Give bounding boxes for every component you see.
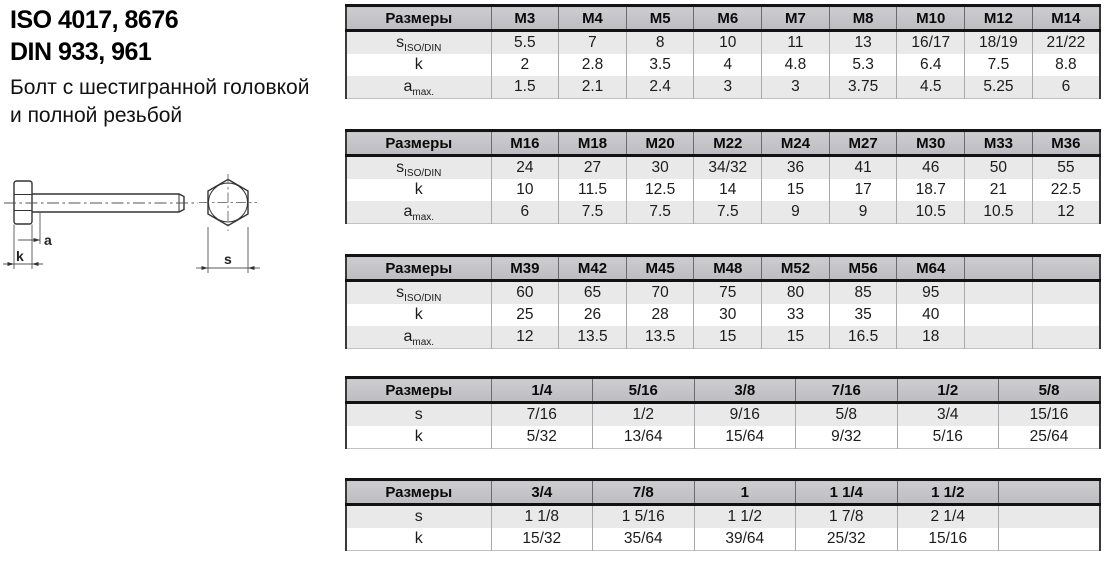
col-header-M64: M64 [897,256,965,281]
bolt-technical-drawing [0,165,280,345]
dim-label-k: k [16,248,24,264]
data-row-s [346,505,1100,529]
spec-cell [1032,304,1100,326]
spec-cell: 27 [559,156,627,180]
spec-cell: 1 1/2 [694,505,796,529]
header-row [346,6,1100,31]
table-header-label: Размеры [346,378,491,403]
col-header-1-4: 1/4 [491,378,593,403]
spec-cell: 1 5/16 [593,505,695,529]
data-row-k [346,179,1100,201]
bolt-side-view [14,181,184,224]
col-header-5-8: 5/8 [999,378,1101,403]
spec-cell: 6 [1032,76,1100,99]
table-header-label: Размеры [346,6,491,31]
col-header-M8: M8 [829,6,897,31]
spec-table-metric-m3-m14 [345,4,1101,99]
spec-cell: 11.5 [559,179,627,201]
spec-cell: 3.75 [829,76,897,99]
col-header-empty [999,480,1101,505]
spec-cell: 3.5 [626,54,694,76]
spec-cell [965,304,1033,326]
bolt-head-side [14,181,32,224]
spec-cell: 9 [829,201,897,224]
spec-table-inch-quarter-to-fiveeighth [345,376,1101,449]
row-label-s: s [414,406,423,423]
spec-cell: 70 [626,281,694,305]
spec-cell: 2 1/4 [897,505,999,529]
spec-cell: 12 [491,326,559,349]
spec-cell: 3 [694,76,762,99]
col-header-M39: M39 [491,256,559,281]
col-header-empty [1032,256,1100,281]
spec-cell: 18 [897,326,965,349]
spec-cell: 15 [762,179,830,201]
spec-cell: 17 [829,179,897,201]
spec-cell: 75 [694,281,762,305]
spec-cell: 7.5 [559,201,627,224]
spec-cell: 15 [694,326,762,349]
spec-cell: 21 [965,179,1033,201]
row-label-k: k [414,181,423,198]
dim-label-a: a [44,232,52,248]
row-label-k: k [414,306,423,323]
spec-cell: 8.8 [1032,54,1100,76]
spec-cell: 5.3 [829,54,897,76]
spec-cell: 30 [626,156,694,180]
spec-cell: 15 [762,326,830,349]
spec-cell: 26 [559,304,627,326]
header-row [346,480,1100,505]
spec-cell: 6.4 [897,54,965,76]
row-label-k: k [414,530,423,547]
spec-cell: 7 [559,31,627,55]
spec-cell: 35 [829,304,897,326]
header-row [346,378,1100,403]
header-row [346,131,1100,156]
spec-table-metric-m16-m36 [345,129,1101,224]
spec-cell [999,528,1101,551]
spec-cell: 7.5 [965,54,1033,76]
col-header-3-4: 3/4 [491,480,593,505]
spec-cell: 5/32 [491,426,593,449]
data-row-k [346,54,1100,76]
spec-cell [1032,281,1100,305]
spec-cell: 13.5 [626,326,694,349]
spec-cell: 2.1 [559,76,627,99]
din-standard-title: DIN 933, 961 [10,38,152,66]
data-row-k [346,528,1100,551]
spec-cell: 1/2 [593,403,695,427]
spec-cell: 10.5 [965,201,1033,224]
spec-cell: 4.5 [897,76,965,99]
spec-cell: 2.8 [559,54,627,76]
spec-cell: 13/64 [593,426,695,449]
col-header-M56: M56 [829,256,897,281]
col-header-1-2: 1/2 [897,378,999,403]
data-row-s [346,156,1100,180]
spec-cell: 40 [897,304,965,326]
title-block [10,4,340,130]
col-header-M3: M3 [491,6,559,31]
spec-cell: 80 [762,281,830,305]
spec-cell: 10 [694,31,762,55]
data-row-s [346,281,1100,305]
spec-cell: 15/16 [897,528,999,551]
col-header-M36: M36 [1032,131,1100,156]
row-label-a: $a_{max.}$ [403,203,435,224]
row-label-s: s [414,508,423,525]
row-label-s: $s_{ISO/DIN}$ [396,34,442,55]
col-header-M24: M24 [762,131,830,156]
col-header-M6: M6 [694,6,762,31]
spec-cell: 60 [491,281,559,305]
col-header-M52: M52 [762,256,830,281]
col-header-7-8: 7/8 [593,480,695,505]
bolt-description-line1: Болт с шестигранной головкой [10,76,310,99]
spec-cell: 24 [491,156,559,180]
spec-cell: 4.8 [762,54,830,76]
table-header-label: Размеры [346,256,491,281]
col-header-5-16: 5/16 [593,378,695,403]
row-label-s: $s_{ISO/DIN}$ [396,159,442,180]
spec-table-inch-threequarter-to-oneandhalf [345,478,1101,551]
iso-standard-title: ISO 4017, 8676 [10,6,179,34]
spec-cell: 18.7 [897,179,965,201]
spec-cell: 25 [491,304,559,326]
spec-cell [1032,326,1100,349]
col-header-M20: M20 [626,131,694,156]
spec-cell: 4 [694,54,762,76]
spec-cell: 12.5 [626,179,694,201]
col-header-M48: M48 [694,256,762,281]
col-header-M7: M7 [762,6,830,31]
spec-cell: 25/64 [999,426,1101,449]
data-row-s [346,403,1100,427]
spec-cell: 13 [829,31,897,55]
col-header-7-16: 7/16 [796,378,898,403]
spec-cell: 55 [1032,156,1100,180]
col-header-M16: M16 [491,131,559,156]
spec-cell: 9 [762,201,830,224]
col-header-1-1-2: 1 1/2 [897,480,999,505]
row-label-a: $a_{max.}$ [403,78,435,99]
col-header-M30: M30 [897,131,965,156]
spec-cell: 9/32 [796,426,898,449]
col-header-M4: M4 [559,6,627,31]
data-row-a [346,76,1100,99]
spec-cell: 10 [491,179,559,201]
spec-cell [965,281,1033,305]
spec-cell: 22.5 [1032,179,1100,201]
spec-cell: 14 [694,179,762,201]
spec-cell: 11 [762,31,830,55]
col-header-3-8: 3/8 [694,378,796,403]
col-header-M42: M42 [559,256,627,281]
data-row-a [346,201,1100,224]
row-label-s: $s_{ISO/DIN}$ [396,284,442,305]
spec-cell: 7/16 [491,403,593,427]
spec-cell: 28 [626,304,694,326]
spec-cell: 5.5 [491,31,559,55]
tables-area [345,0,1101,566]
spec-cell: 3 [762,76,830,99]
row-label-k: k [414,428,423,445]
row-label-k: k [414,56,423,73]
col-header-M18: M18 [559,131,627,156]
table-header-label: Размеры [346,480,491,505]
data-row-k [346,426,1100,449]
spec-cell: 85 [829,281,897,305]
row-label-a: $a_{max.}$ [403,328,435,349]
spec-cell: 65 [559,281,627,305]
spec-cell: 41 [829,156,897,180]
spec-cell: 5/8 [796,403,898,427]
spec-cell: 39/64 [694,528,796,551]
col-header-M5: M5 [626,6,694,31]
spec-cell: 50 [965,156,1033,180]
spec-cell: 95 [897,281,965,305]
spec-cell: 6 [491,201,559,224]
spec-cell: 46 [897,156,965,180]
spec-cell: 5/16 [897,426,999,449]
spec-cell: 2.4 [626,76,694,99]
spec-cell: 1 7/8 [796,505,898,529]
spec-cell: 18/19 [965,31,1033,55]
table-header-label: Размеры [346,131,491,156]
data-row-s [346,31,1100,55]
spec-cell: 9/16 [694,403,796,427]
col-header-M10: M10 [897,6,965,31]
spec-cell: 7.5 [626,201,694,224]
spec-cell: 15/64 [694,426,796,449]
data-row-a [346,326,1100,349]
spec-table-metric-m39-m64 [345,254,1101,349]
spec-cell: 16.5 [829,326,897,349]
dim-label-s: s [224,251,232,267]
spec-cell: 34/32 [694,156,762,180]
col-header-M14: M14 [1032,6,1100,31]
spec-cell: 36 [762,156,830,180]
spec-cell: 16/17 [897,31,965,55]
col-header-1: 1 [694,480,796,505]
spec-cell: 8 [626,31,694,55]
col-header-M33: M33 [965,131,1033,156]
col-header-M12: M12 [965,6,1033,31]
spec-cell: 33 [762,304,830,326]
col-header-1-1-4: 1 1/4 [796,480,898,505]
bolt-description-line2: и полной резьбой [10,104,183,127]
spec-cell: 1 1/8 [491,505,593,529]
spec-cell: 2 [491,54,559,76]
data-row-k [346,304,1100,326]
spec-cell: 12 [1032,201,1100,224]
spec-cell: 3/4 [897,403,999,427]
col-header-M45: M45 [626,256,694,281]
spec-cell [999,505,1101,529]
header-row [346,256,1100,281]
col-header-M22: M22 [694,131,762,156]
spec-cell: 15/16 [999,403,1101,427]
spec-cell: 21/22 [1032,31,1100,55]
spec-cell: 25/32 [796,528,898,551]
spec-cell: 10.5 [897,201,965,224]
col-header-empty [965,256,1033,281]
spec-cell: 30 [694,304,762,326]
spec-cell [965,326,1033,349]
col-header-M27: M27 [829,131,897,156]
spec-cell: 15/32 [491,528,593,551]
spec-cell: 5.25 [965,76,1033,99]
spec-cell: 1.5 [491,76,559,99]
spec-cell: 7.5 [694,201,762,224]
spec-cell: 35/64 [593,528,695,551]
spec-cell: 13.5 [559,326,627,349]
